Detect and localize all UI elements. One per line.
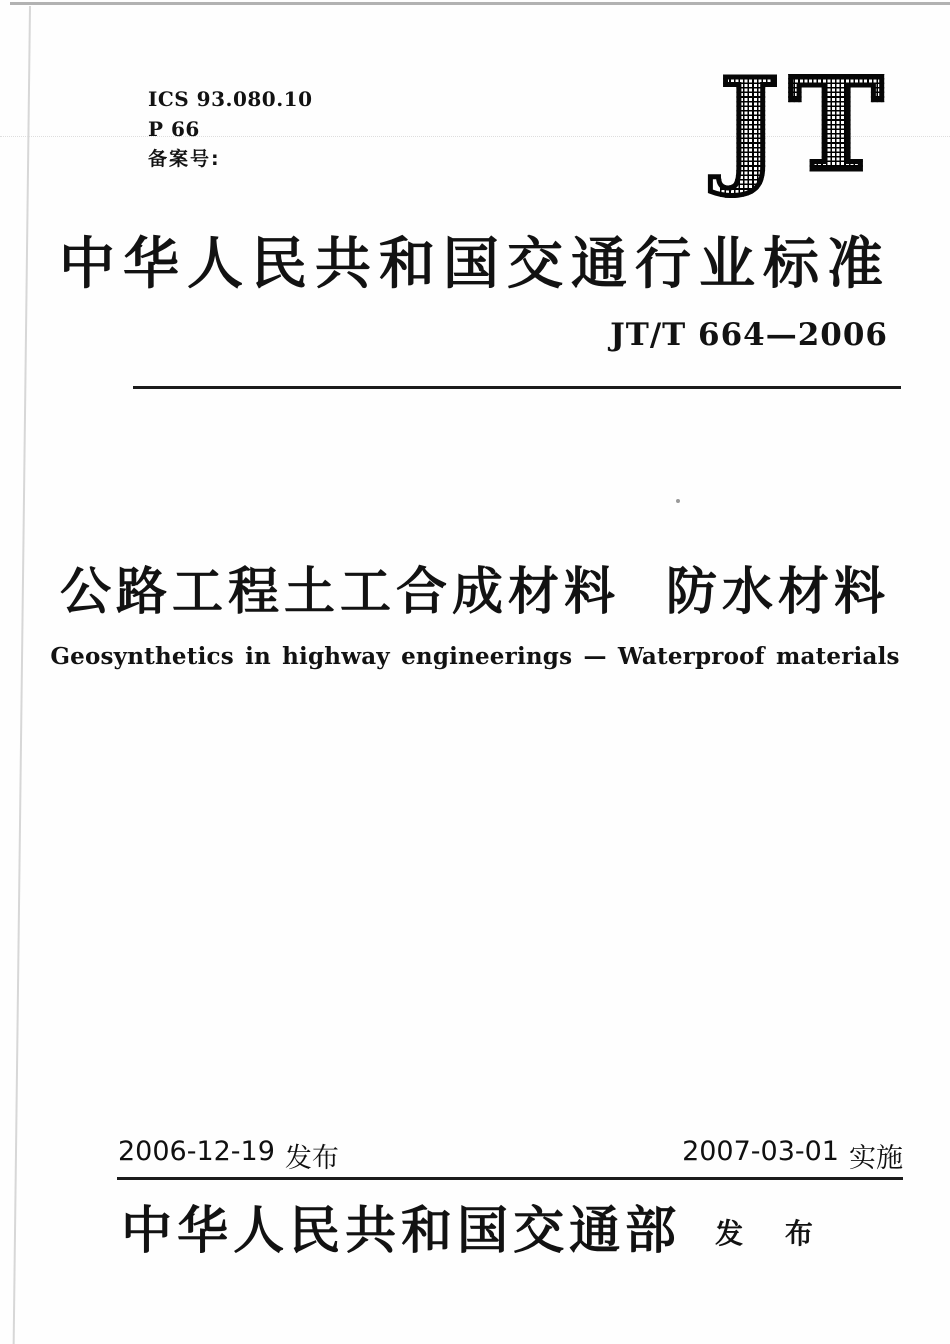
publisher-name: 中华人民共和国交通部 [121,1201,682,1261]
implement-date-group [682,1136,903,1175]
jt-logo-text: JT [719,51,893,199]
implement-date: 2007-03-01 [682,1136,839,1167]
scan-edge-left [13,6,31,1344]
scan-edge-top [10,2,950,5]
title-cn-part1: 公路工程土工合成材料 [59,563,620,622]
standard-type-title: 中华人民共和国交通行业标准 [59,231,891,297]
scan-speck [676,499,680,503]
issue-date: 2006-12-19 [118,1136,275,1167]
header-rule [133,386,901,389]
dates-row [118,1136,903,1175]
classification-block [148,84,313,174]
publisher-row [0,1203,950,1259]
standard-code: JT/T 664—2006 [610,317,888,353]
issue-date-label: 发布 [284,1143,339,1174]
ics-code: ICS 93.080.10 [148,87,313,111]
record-number-label: 备案号: [148,148,221,170]
document-title-cn [0,550,950,624]
jt-logo [719,51,893,199]
publish-label: 发 布 [715,1217,829,1251]
issue-date-group [118,1136,339,1175]
document-title-en: Geosynthetics in highway engineerings — Waterproof materials [50,643,900,670]
classification-code: P 66 [148,117,200,141]
implement-date-label: 实施 [849,1143,903,1174]
footer-rule [117,1177,903,1180]
title-cn-part2: 防水材料 [666,563,891,622]
